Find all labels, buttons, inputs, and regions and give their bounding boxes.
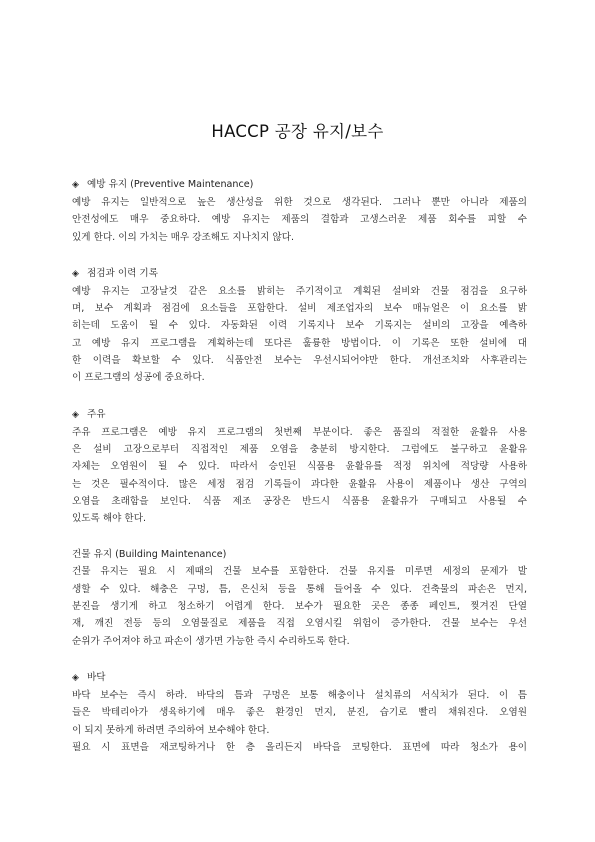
document-title: HACCP 공장 유지/보수 — [211, 122, 384, 141]
paragraph-line: 건물 유지는 필요 시 제때의 건물 보수를 포함한다. 건물 유지를 미루면 세정의 문제가 발 — [72, 566, 527, 578]
section-heading — [72, 669, 527, 687]
document-body — [72, 176, 527, 775]
paragraph-line: 있도록 해야 한다. — [72, 513, 147, 525]
diamond-bullet-icon: ◈ — [72, 268, 79, 279]
paragraph-line: 생할 수 있다. 해충은 구멍, 틈, 은신처 등을 통해 들어올 수 있다. 건축물의 파손은 먼지, — [72, 583, 527, 595]
paragraph-line: 예방 유지는 고장날것 같은 요소를 밝히는 주기적이고 계획된 설비와 건물 점검을 요구하 — [72, 285, 527, 297]
section-heading-text: 건물 유지 (Building Maintenance) — [72, 549, 227, 561]
section-preventive-maintenance — [72, 176, 527, 246]
paragraph-line: 는 것은 필수적이다. 많은 세정 점검 기록들이 과다한 윤활유 사용이 제품이나 생산 구역의 — [72, 478, 527, 490]
paragraph-line: 자체는 오염원이 될 수 있다. 따라서 승인된 식품용 윤활유를 적정 위치에 적당량 사용하 — [72, 461, 527, 473]
paragraph-line: 재, 깨진 전등 등의 오염물질로 제품을 직접 오염시킬 위험이 증가한다. 건물 보수는 우선 — [72, 618, 527, 630]
paragraph-line: 이 되지 못하게 하려면 주의하여 보수해야 한다. — [72, 724, 270, 736]
paragraph-line: 예방 유지는 일반적으로 높은 생산성을 위한 것으로 생각된다. 그러나 뿐만 아니라 제품의 — [72, 197, 527, 208]
paragraph-line: 분진을 생기게 하고 청소하기 어렵게 한다. 보수가 필요한 곳은 종종 페인트, 찢겨진 단열 — [72, 601, 527, 613]
paragraph-line: 안전성에도 매우 중요하다. 예방 유지는 제품의 결함과 고생스러운 제품 회수를 피할 수 — [72, 214, 527, 226]
paragraph-line: 은 설비 고장으로부터 직접적인 제품 오염을 충분히 방지한다. 그럼에도 불구하고 윤활유 — [72, 443, 527, 455]
section-heading-text: 주유 — [87, 408, 106, 420]
section-heading-text: 점검과 이력 기록 — [87, 267, 158, 279]
paragraph-line: 바닥 보수는 즉시 하라. 바닥의 틈과 구멍은 보통 해충이나 설치류의 서식처가 된다. 이 틈 — [72, 689, 527, 701]
paragraph-line: 주유 프로그램은 예방 유지 프로그램의 첫번째 부분이다. 좋은 품질의 적절한 윤활유 사용 — [72, 426, 527, 438]
section-inspection-records — [72, 265, 527, 387]
paragraph-line: 오염을 초래함을 보인다. 식품 제조 공장은 반드시 식품용 윤활유가 구매되고 사용될 수 — [72, 495, 527, 507]
section-heading — [72, 406, 527, 424]
paragraph-line: 히는데 도움이 될 수 있다. 자동화된 이력 기록지나 보수 기록지는 설비의 고장을 예측하 — [72, 320, 527, 332]
paragraph-line: 이 프로그램의 성공에 중요하다. — [72, 372, 205, 384]
section-heading — [72, 546, 527, 563]
section-paragraph — [72, 687, 527, 756]
paragraph-line: 순위가 주어져야 하고 파손이 생가면 가능한 즉시 수리하도록 한다. — [72, 635, 350, 647]
paragraph-line: 며, 보수 계획과 점검에 요소들을 포함한다. 설비 제조업자의 보수 매뉴얼은 이 요소를 밝 — [72, 303, 527, 315]
section-heading-text: 바닥 — [87, 671, 106, 683]
diamond-bullet-icon: ◈ — [72, 672, 79, 683]
section-floor — [72, 669, 527, 756]
paragraph-line: 한 이력을 확보할 수 있다. 식품안전 보수는 우선시되어야만 한다. 개선조치와 사후관리는 — [72, 355, 527, 367]
paragraph-line: 고 예방 유지 프로그램을 계획하는데 또다른 훌륭한 방법이다. 이 기록은 또한 설비에 대 — [72, 337, 527, 349]
paragraph-line: 있게 한다. 이의 가치는 매우 강조해도 지나치지 않다. — [72, 231, 295, 243]
paragraph-line: 필요 시 표면을 재코팅하거나 한 층 올리든지 바닥을 코팅한다. 표면에 따라 청소가 용이 — [72, 741, 527, 753]
section-paragraph — [72, 194, 527, 246]
section-paragraph — [72, 424, 527, 528]
section-paragraph — [72, 283, 527, 387]
section-heading — [72, 176, 527, 194]
section-lubrication — [72, 406, 527, 528]
section-heading — [72, 265, 527, 283]
section-building-maintenance — [72, 546, 527, 649]
paragraph-line: 들은 박테리아가 생육하기에 매우 좋은 환경인 먼지, 분진, 습기로 빨리 채워진다. 오염원 — [72, 707, 527, 719]
section-paragraph — [72, 563, 527, 649]
diamond-bullet-icon: ◈ — [72, 409, 79, 420]
section-heading-text: 예방 유지 (Preventive Maintenance) — [87, 179, 254, 190]
diamond-bullet-icon: ◈ — [72, 180, 79, 190]
